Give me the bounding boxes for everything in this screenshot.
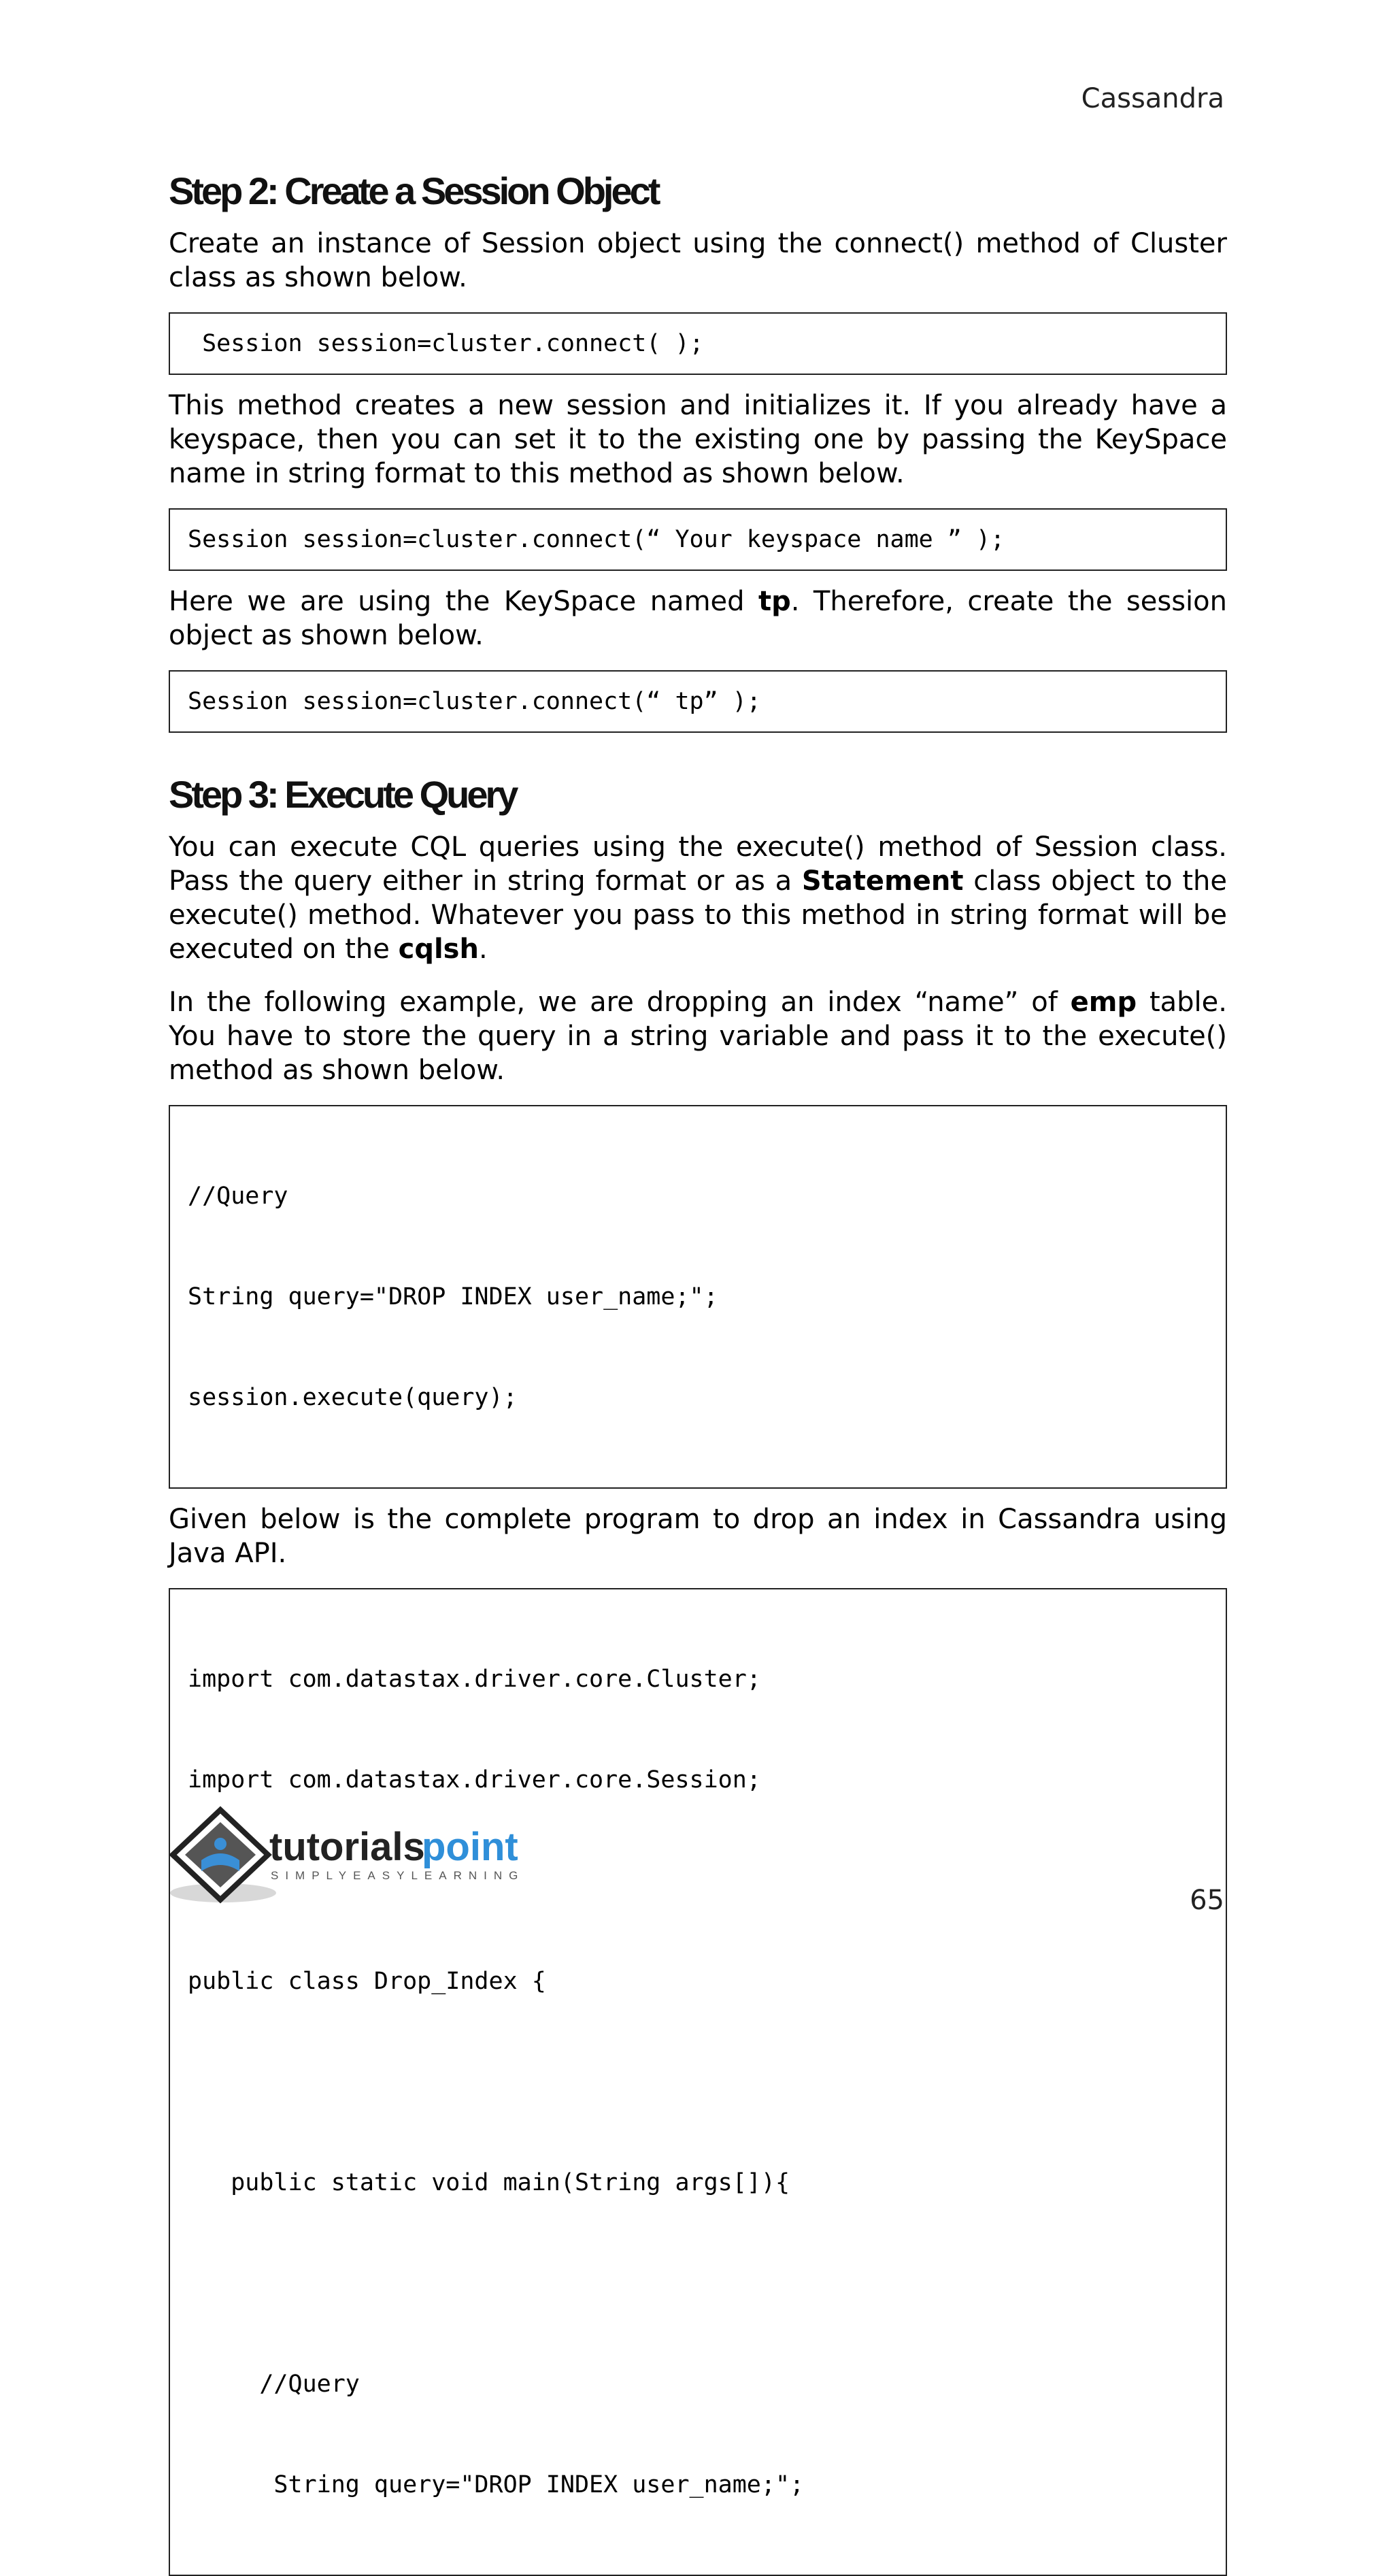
- code-block-execute: [169, 1105, 1227, 1489]
- text-run: Here we are using the KeySpace named: [169, 586, 758, 617]
- text-run: .: [478, 934, 488, 965]
- step2-heading: Step 2: Create a Session Object: [169, 169, 658, 212]
- code-line: import com.datastax.driver.core.Session;: [188, 1766, 761, 1794]
- code-line: import com.datastax.driver.core.Cluster;: [188, 1666, 761, 1693]
- logo-text-tutorials: tutorials: [269, 1825, 425, 1869]
- logo-tagline: SIMPLYEASYLEARNING: [271, 1869, 525, 1882]
- code-line: Session session=cluster.connect(“ tp” );: [188, 688, 761, 715]
- step3-paragraph-1: [169, 830, 1227, 966]
- code-line: session.execute(query);: [188, 1384, 518, 1411]
- keyword-statement: Statement: [801, 865, 964, 897]
- code-line: Session session=cluster.connect(“ Your keyspace name ” );: [188, 526, 1005, 553]
- step2-paragraph-1: Create an instance of Session object using the connect() method of Cluster class as shown below.: [169, 228, 1227, 293]
- code-block-connect: [169, 312, 1227, 375]
- code-block-connect-keyspace: [169, 508, 1227, 571]
- step3-paragraph-2: [169, 985, 1227, 1087]
- text-run: class object to the execute() method. Whatever you pass to this method in string format will be executed on the: [169, 865, 1227, 965]
- code-line: [188, 2059, 1208, 2105]
- code-line: Session session=cluster.connect( );: [188, 330, 704, 357]
- code-line: public class Drop_Index {: [188, 1968, 546, 1995]
- text-run: You can execute CQL queries using the execute() method of Session class. Pass the query either in string format or as a: [169, 831, 1227, 897]
- keyword-cqlsh: cqlsh: [398, 934, 479, 965]
- code-block-connect-tp: [169, 670, 1227, 733]
- tutorialspoint-logo: [167, 1806, 535, 1908]
- step2-paragraph-3: [169, 584, 1227, 653]
- code-line: //Query: [188, 2371, 360, 2398]
- page-content: [169, 163, 1227, 2576]
- code-block-program: [169, 1588, 1227, 2576]
- code-line: String query="DROP INDEX user_name;";: [188, 1283, 718, 1310]
- person-head-icon: [214, 1838, 226, 1850]
- text-run: . Therefore, create the session object as shown below.: [169, 586, 1227, 651]
- code-line: String query="DROP INDEX user_name;";: [188, 2471, 805, 2498]
- running-header: Cassandra: [1081, 83, 1224, 114]
- text-run: table. You have to store the query in a string variable and pass it to the execute() method as shown below.: [169, 987, 1227, 1086]
- code-line: public static void main(String args[]){: [188, 2169, 790, 2196]
- logo-text-point: point: [422, 1825, 518, 1869]
- page-number: 65: [1190, 1885, 1224, 1916]
- code-line: [188, 2260, 1208, 2307]
- step3-paragraph-3: Given below is the complete program to drop an index in Cassandra using Java API.: [169, 1504, 1227, 1569]
- text-run: In the following example, we are dropping an index “name” of: [169, 987, 1071, 1018]
- keyword-tp: tp: [758, 586, 791, 617]
- keyword-emp: emp: [1070, 987, 1137, 1018]
- code-line: //Query: [188, 1183, 288, 1210]
- step2-paragraph-2: This method creates a new session and initializes it. If you already have a keyspace, then you can set it to the existing one by passing the KeySpace name in string format to this method as shown below.: [169, 390, 1227, 489]
- step3-heading: Step 3: Execute Query: [169, 773, 516, 816]
